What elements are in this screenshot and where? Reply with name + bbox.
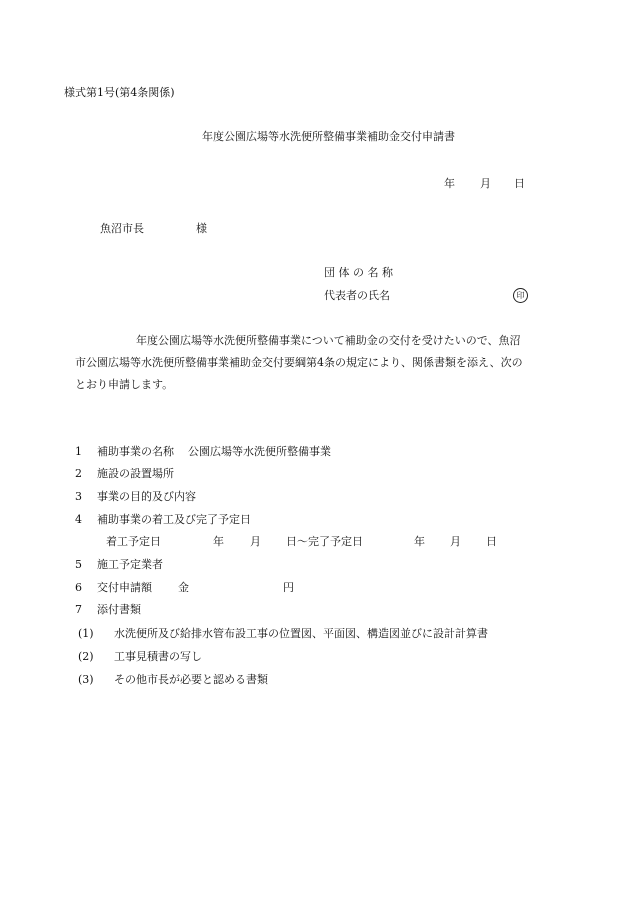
end-month: 月 [450,535,461,548]
start-day-end-label: 日〜完了予定日 [286,535,363,548]
org-name-label: 団 体 の 名 称 [324,266,393,279]
attachment-text: 工事見積書の写し [114,650,202,663]
body-line-1: 年度公園広場等水洗便所整備事業について補助金の交付を受けたいので、魚沼 [136,334,521,347]
item-label: 補助事業の名称 [97,445,174,458]
item-label: 補助事業の着工及び完了予定日 [97,513,251,526]
item-label: 交付申請額 [97,581,152,594]
attachment-2 [78,650,202,664]
item-number: 4 [75,513,82,526]
end-year: 年 [414,535,425,548]
item-5 [75,558,163,572]
end-day: 日 [486,535,497,548]
item-6 [75,581,152,595]
item-label: 施設の設置場所 [97,467,174,480]
amount-unit: 円 [283,581,294,594]
date-year: 年 [444,177,455,190]
item-number: 7 [75,603,82,616]
item-4 [75,513,251,527]
item-label: 添付書類 [97,603,141,616]
item-number: 3 [75,490,82,503]
attachment-text: 水洗便所及び給排水管布設工事の位置図、平面図、構造図並びに設計計算書 [114,627,488,640]
attachment-number: (1) [78,627,94,640]
date-day: 日 [514,177,525,190]
item-3 [75,490,196,504]
amount-prefix: 金 [178,581,189,594]
item-1 [75,445,331,459]
attachment-number: (2) [78,650,94,663]
date-month: 月 [480,177,491,190]
seal-icon: 印 [513,288,528,303]
item-number: 2 [75,467,82,480]
item-number: 5 [75,558,82,571]
addressee-name: 魚沼市長 [100,222,144,235]
addressee-honorific: 様 [196,222,207,235]
attachment-1 [78,627,488,641]
item-number: 1 [75,445,82,458]
attachment-text: その他市長が必要と認める書類 [114,673,268,686]
attachment-3 [78,673,268,687]
start-month: 月 [250,535,261,548]
item-label: 事業の目的及び内容 [97,490,196,503]
item-2 [75,467,174,481]
body-line-2: 市公園広場等水洗便所整備事業補助金交付要綱第4条の規定により、関係書類を添え、次の [75,356,523,369]
attachment-number: (3) [78,673,94,686]
body-line-3: とおり申請します。 [75,378,174,391]
item-label: 施工予定業者 [97,558,163,571]
item-value: 公園広場等水洗便所整備事業 [188,445,331,458]
item-number: 6 [75,581,82,594]
start-year: 年 [213,535,224,548]
representative-label: 代表者の氏名 [324,289,390,302]
form-number: 様式第1号(第4条関係) [64,86,175,99]
document-title: 年度公園広場等水洗便所整備事業補助金交付申請書 [202,130,455,143]
start-date-label: 着工予定日 [106,535,161,548]
item-7 [75,603,141,617]
